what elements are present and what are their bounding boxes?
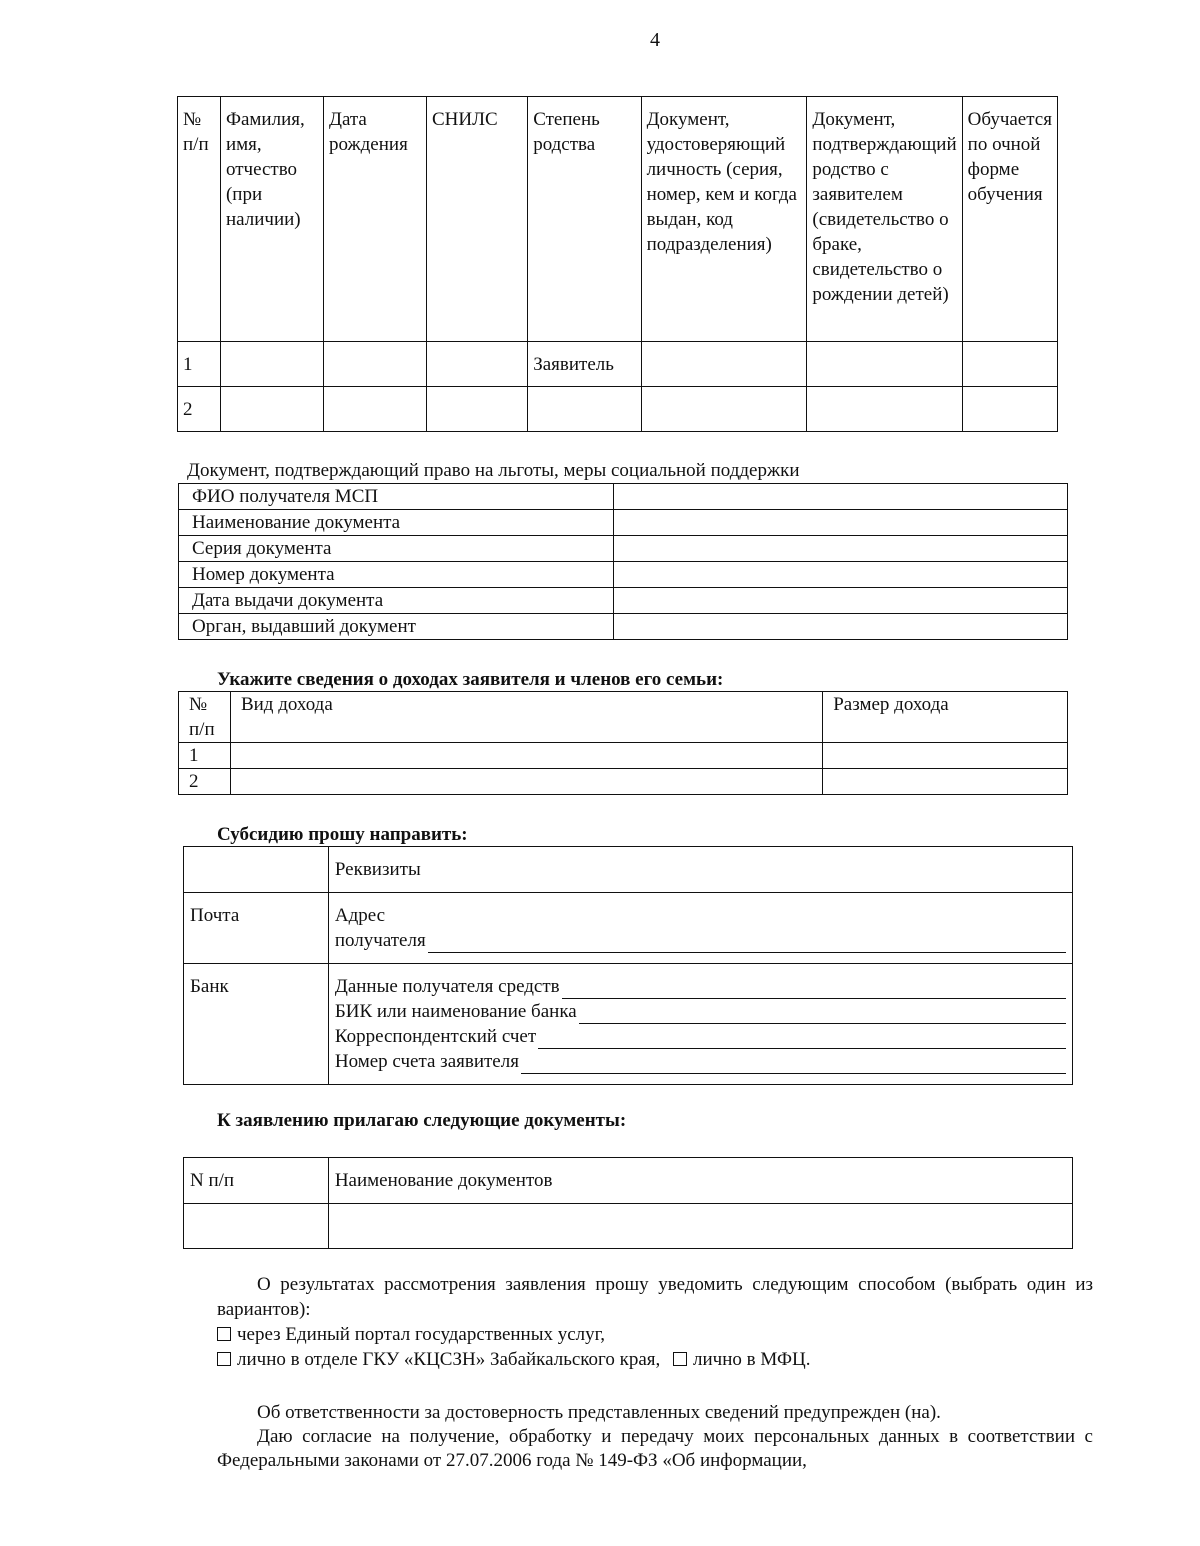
family-members-table bbox=[177, 96, 1058, 432]
field-label: Серия документа bbox=[179, 536, 614, 562]
subsidy-section-title: Субсидию прошу направить: bbox=[217, 824, 468, 845]
table-header-row bbox=[184, 1158, 1073, 1204]
table-row bbox=[179, 536, 1068, 562]
underline bbox=[562, 980, 1066, 999]
bank-details bbox=[328, 964, 1072, 1085]
field-value[interactable] bbox=[614, 614, 1068, 640]
header-cell: Реквизиты bbox=[328, 847, 1072, 893]
header-cell: СНИЛС bbox=[427, 97, 528, 342]
table-cell[interactable] bbox=[807, 342, 962, 387]
field-label: Наименование документа bbox=[179, 510, 614, 536]
header-cell: Документ, удостоверяющий личность (серия, номер, кем и когда выдан, код подразделения) bbox=[641, 97, 807, 342]
field-label: Дата выдачи документа bbox=[179, 588, 614, 614]
notification-options-row bbox=[217, 1347, 1093, 1372]
income-section-title: Укажите сведения о доходах заявителя и членов его семьи: bbox=[217, 669, 724, 690]
field-label: ФИО получателя МСП bbox=[179, 484, 614, 510]
table-cell[interactable] bbox=[823, 743, 1068, 769]
documents-table bbox=[183, 1157, 1073, 1249]
checkbox-icon[interactable] bbox=[217, 1327, 231, 1341]
responsibility-text: Об ответственности за достоверность представленных сведений предупрежден (на). bbox=[257, 1402, 941, 1423]
option-label: лично в МФЦ. bbox=[693, 1349, 811, 1370]
field-label: получателя bbox=[334, 930, 426, 951]
field-value[interactable] bbox=[614, 536, 1068, 562]
header-cell: № п/п bbox=[178, 97, 221, 342]
bank-label: Банк bbox=[184, 964, 329, 1085]
header-cell: N п/п bbox=[184, 1158, 329, 1204]
field-label: Номер счета заявителя bbox=[334, 1051, 519, 1072]
bank-bik-field[interactable] bbox=[335, 999, 1066, 1024]
header-cell: Размер дохода bbox=[823, 692, 1068, 743]
table-cell[interactable] bbox=[323, 342, 426, 387]
underline bbox=[538, 1030, 1066, 1049]
table-row bbox=[179, 743, 1068, 769]
field-value[interactable] bbox=[614, 510, 1068, 536]
table-cell[interactable] bbox=[427, 342, 528, 387]
table-row bbox=[179, 510, 1068, 536]
table-row bbox=[179, 484, 1068, 510]
checkbox-icon[interactable] bbox=[217, 1352, 231, 1366]
mail-line: Адрес bbox=[334, 905, 386, 926]
header-cell: Документ, подтверждающий родство с заявителем (свидетельство о браке, свидетельство о рождении детей) bbox=[807, 97, 962, 342]
table-row bbox=[178, 342, 1058, 387]
income-table bbox=[178, 691, 1068, 795]
header-cell: Вид дохода bbox=[230, 692, 822, 743]
table-row bbox=[184, 964, 1073, 1085]
recipient-data-field[interactable] bbox=[335, 974, 1066, 999]
header-cell: Степень родства bbox=[528, 97, 641, 342]
table-cell[interactable] bbox=[807, 387, 962, 432]
table-row bbox=[179, 769, 1068, 795]
field-label: Номер документа bbox=[179, 562, 614, 588]
header-cell: Фамилия, имя, отчество (при наличии) bbox=[220, 97, 323, 342]
option-portal[interactable] bbox=[217, 1322, 1093, 1347]
table-row bbox=[178, 387, 1058, 432]
table-cell[interactable] bbox=[641, 342, 807, 387]
benefit-section-title: Документ, подтверждающий право на льготы, меры социальной поддержки bbox=[187, 460, 800, 481]
field-label: Орган, выдавший документ bbox=[179, 614, 614, 640]
correspondent-account-field[interactable] bbox=[335, 1024, 1066, 1049]
table-cell[interactable] bbox=[323, 387, 426, 432]
table-row bbox=[184, 893, 1073, 964]
option-kcszn[interactable] bbox=[217, 1349, 660, 1370]
table-header-row bbox=[179, 692, 1068, 743]
header-cell: Наименование документов bbox=[328, 1158, 1072, 1204]
mail-label: Почта bbox=[184, 893, 329, 964]
consent-text: Даю согласие на получение, обработку и передачу моих персональных данных в соответствии с Федеральными законами от 27.07.2006 года № 149-ФЗ «Об информации, bbox=[217, 1426, 1093, 1471]
table-cell[interactable] bbox=[427, 387, 528, 432]
table-row bbox=[184, 1204, 1073, 1249]
table-cell[interactable] bbox=[220, 387, 323, 432]
table-cell[interactable] bbox=[962, 387, 1057, 432]
table-cell[interactable] bbox=[230, 769, 822, 795]
mail-details bbox=[328, 893, 1072, 964]
applicant-account-field[interactable] bbox=[335, 1049, 1066, 1074]
table-header-row bbox=[184, 847, 1073, 893]
table-cell: 2 bbox=[179, 769, 231, 795]
option-mfc[interactable] bbox=[673, 1349, 810, 1370]
header-cell: № п/п bbox=[179, 692, 231, 743]
table-cell[interactable] bbox=[230, 743, 822, 769]
table-cell[interactable] bbox=[184, 1204, 329, 1249]
underline bbox=[521, 1055, 1066, 1074]
option-label: лично в отделе ГКУ «КЦСЗН» Забайкальского края, bbox=[237, 1349, 661, 1370]
table-cell: 2 bbox=[178, 387, 221, 432]
table-cell[interactable] bbox=[328, 1204, 1072, 1249]
field-label: Корреспондентский счет bbox=[334, 1026, 537, 1047]
table-cell: 1 bbox=[179, 743, 231, 769]
documents-section-title: К заявлению прилагаю следующие документы: bbox=[217, 1110, 627, 1131]
field-value[interactable] bbox=[614, 588, 1068, 614]
table-cell[interactable] bbox=[962, 342, 1057, 387]
header-cell: Дата рождения bbox=[323, 97, 426, 342]
checkbox-icon[interactable] bbox=[673, 1352, 687, 1366]
notification-text: О результатах рассмотрения заявления прошу уведомить следующим способом (выбрать один из вариантов): bbox=[217, 1274, 1093, 1320]
table-row bbox=[179, 588, 1068, 614]
table-cell[interactable] bbox=[641, 387, 807, 432]
table-cell: Заявитель bbox=[528, 342, 641, 387]
field-label: Данные получателя средств bbox=[334, 976, 560, 997]
table-cell[interactable] bbox=[220, 342, 323, 387]
table-row bbox=[179, 614, 1068, 640]
header-cell: Обучается по очной форме обучения bbox=[962, 97, 1057, 342]
table-row bbox=[179, 562, 1068, 588]
header-cell bbox=[184, 847, 329, 893]
option-label: через Единый портал государственных услуг, bbox=[237, 1324, 606, 1345]
table-cell: 1 bbox=[178, 342, 221, 387]
underline bbox=[428, 934, 1066, 953]
field-label: БИК или наименование банка bbox=[334, 1001, 577, 1022]
table-cell[interactable] bbox=[528, 387, 641, 432]
table-cell[interactable] bbox=[823, 769, 1068, 795]
page-number: 4 bbox=[650, 29, 660, 51]
subsidy-table bbox=[183, 846, 1073, 1085]
table-header-row bbox=[178, 97, 1058, 342]
recipient-address-field[interactable] bbox=[335, 928, 1066, 953]
underline bbox=[579, 1005, 1066, 1024]
field-value[interactable] bbox=[614, 562, 1068, 588]
field-value[interactable] bbox=[614, 484, 1068, 510]
benefit-document-table bbox=[178, 483, 1068, 640]
